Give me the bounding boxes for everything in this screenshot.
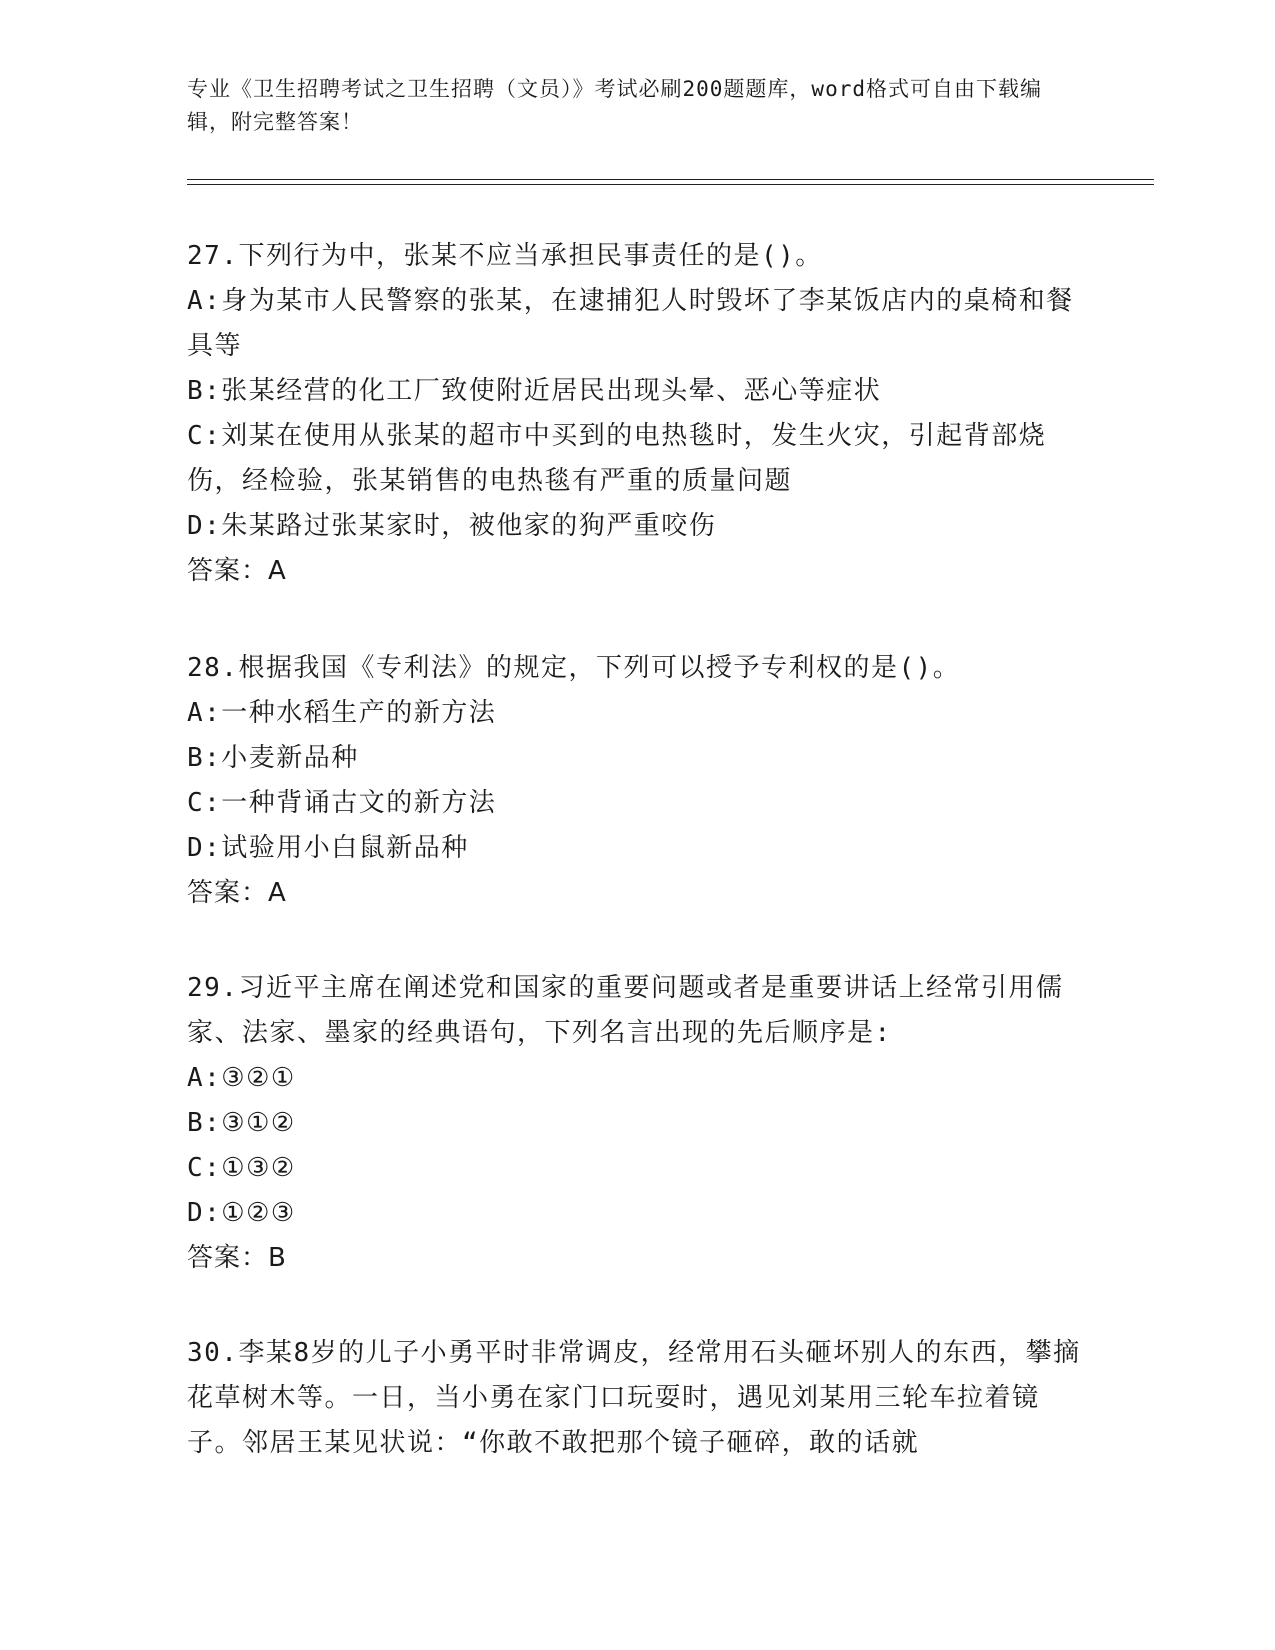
header-text: 专业《卫生招聘考试之卫生招聘（文员）》考试必刷200题题库，word格式可自由下载编辑，附完整答案！ xyxy=(187,77,1042,134)
question-30 xyxy=(187,1331,1087,1466)
question-stem: 28.根据我国《专利法》的规定，下列可以授予专利权的是()。 xyxy=(187,653,961,683)
option-a: A:一种水稻生产的新方法 xyxy=(187,698,497,728)
option-d: D:朱某路过张某家时，被他家的狗严重咬伤 xyxy=(187,511,717,541)
question-27 xyxy=(187,234,1087,594)
question-stem: 27.下列行为中，张某不应当承担民事责任的是()。 xyxy=(187,241,823,271)
question-stem: 29.习近平主席在阐述党和国家的重要问题或者是重要讲话上经常引用儒家、法家、墨家的经典语句，下列名言出现的先后顺序是: xyxy=(187,973,1064,1048)
header-divider-top xyxy=(187,179,1154,180)
option-d: D:试验用小白鼠新品种 xyxy=(187,833,469,863)
question-28 xyxy=(187,646,1087,916)
option-a: A:③②① xyxy=(187,1063,296,1093)
question-stem: 30.李某8岁的儿子小勇平时非常调皮，经常用石头砸坏别人的东西，攀摘花草树木等。一日，当小勇在家门口玩耍时，遇见刘某用三轮车拉着镜子。邻居王某见状说：“你敢不敢把那个镜子砸碎，敢的话就 xyxy=(187,1338,1081,1458)
header-divider-bottom xyxy=(187,184,1154,185)
document-header xyxy=(187,73,1067,139)
option-a: A:身为某市人民警察的张某，在逮捕犯人时毁坏了李某饭店内的桌椅和餐具等 xyxy=(187,286,1074,361)
option-d: D:①②③ xyxy=(187,1198,296,1228)
option-b: B:张某经营的化工厂致使附近居民出现头晕、恶心等症状 xyxy=(187,376,882,406)
question-29 xyxy=(187,966,1087,1281)
option-c: C:一种背诵古文的新方法 xyxy=(187,788,497,818)
option-c: C:刘某在使用从张某的超市中买到的电热毯时，发生火灾，引起背部烧伤，经检验，张某销售的电热毯有严重的质量问题 xyxy=(187,421,1047,496)
answer-label: 答案：A xyxy=(187,878,287,908)
answer-label: 答案：A xyxy=(187,556,287,586)
option-b: B:③①② xyxy=(187,1108,296,1138)
option-b: B:小麦新品种 xyxy=(187,743,359,773)
option-c: C:①③② xyxy=(187,1153,296,1183)
answer-label: 答案：B xyxy=(187,1243,287,1273)
